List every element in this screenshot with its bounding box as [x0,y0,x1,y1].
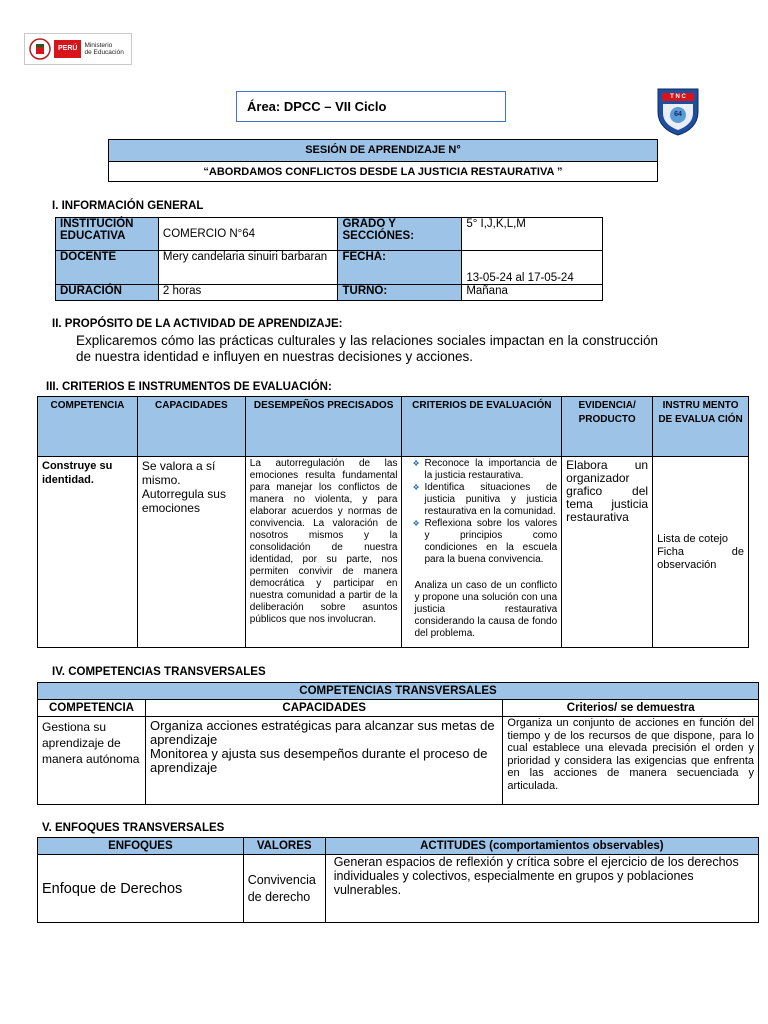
session-name: “ABORDAMOS CONFLICTOS DESDE LA JUSTICIA RESTAURATIVA ” [203,166,563,178]
cell-capacidades: Se valora a sí mismo. Autorregula sus emociones [137,457,245,648]
purpose-text: Explicaremos cómo las prácticas culturales y las relaciones sociales impactan en la construcción de nuestra identidad e influyen en nuestras decisiones y acciones. [76,333,658,364]
value-teacher: Mery candelaria sinuiri barbaran [158,251,338,285]
label-grade: GRADO Y SECCIÓNES: [338,218,462,251]
section-4-heading: IV. COMPETENCIAS TRANSVERSALES [52,666,266,678]
table-row [38,457,749,648]
cell-capacidades [145,717,502,805]
value-shift: Mañana [462,285,603,301]
col-enfoques: ENFOQUES [38,838,244,855]
section-3-heading: III. CRITERIOS E INSTRUMENTOS DE EVALUACIÓN: [46,381,332,393]
cell-evidencia: Elabora un organizador grafico del tema justicia restaurativa [562,457,653,648]
col-actitudes: ACTITUDES (comportamientos observables) [325,838,758,855]
table-header-row [38,838,759,855]
label-duration: DURACIÓN [56,285,159,301]
table-header-row [38,397,749,457]
col-criterios: Criterios/ se demuestra [503,700,759,717]
col-instrumento: INSTRU MENTO DE EVALUA CIÓN [653,397,749,457]
cell-valor: Convivencia de derecho [243,855,325,923]
table-row [56,285,603,301]
logo-ministry [84,42,123,56]
criterio-analiza: Analiza un caso de un conflicto y propone una solución con una justicia restaurativa considerando la causa de fondo del problema. [414,580,558,639]
coat-of-arms-icon [28,37,52,61]
table-caption-row [38,683,759,700]
logo-ministry-line1: Ministerio [84,42,113,49]
section-5-heading: V. ENFOQUES TRANSVERSALES [42,822,225,834]
cell-actitud: Generan espacios de reflexión y crítica sobre el ejercicio de los derechos individuales y colectivos, especialmente en grupos y poblaciones vulnerables. [325,855,758,923]
area-title: Área: DPCC – VII Ciclo [236,91,506,122]
cell-competencia: Gestiona su aprendizaje de manera autónoma [38,717,146,805]
criteria-list [414,458,557,566]
label-date: FECHA: [338,251,462,285]
label-teacher: DOCENTE [56,251,159,285]
table-row [38,717,759,805]
cell-criterios [402,457,562,648]
transversal-competencies-table [37,682,759,805]
section-2-heading: II. PROPÓSITO DE LA ACTIVIDAD DE APRENDIZAJE: [52,318,343,330]
session-title: SESIÓN DE APRENDIZAJE N° [109,140,657,162]
cell-criterio: Organiza un conjunto de acciones en función del tiempo y de los recursos de que dispone, para lo cual establece una elevada precisión el orden y prioridad y considera las exigencias que enfrenta en las acciones de manera secuenciada y articulada. [503,717,759,805]
table-row [56,218,603,251]
value-duration: 2 horas [158,285,338,301]
cell-desempenos: La autorregulación de las emociones resulta fundamental para manejar los conflictos de manera no violenta, y para elaborar acuerdos y normas de convivencia. La valoración de nosotros mismos y la consolidación de nuestra identidad, por su parte, nos permiten convivir de manera democrática y participar en nuestra comunidad a partir de la deliberación sobre asuntos públicos que nos involucran. [245,457,402,648]
logo-country: PERÚ [54,40,81,58]
shield-letters: T N C [670,94,686,100]
value-grade: 5° I,J,K,L,M [462,218,603,251]
label-shift: TURNO: [338,285,462,301]
table-header-row [38,700,759,717]
col-valores: VALORES [243,838,325,855]
value-institution: COMERCIO N°64 [158,218,338,251]
cell-instrumento: Lista de cotejo Ficha de observación [653,457,749,648]
session-box [108,139,658,182]
approaches-table [37,837,759,923]
label-institution: INSTITUCIÓN EDUCATIVA [56,218,159,251]
list-item: ❖ Reflexiona sobre los valores y principios como condiciones en la escuela para la buena convivencia. [424,518,557,566]
col-competencia: COMPETENCIA [38,397,138,457]
col-competencia: COMPETENCIA [38,700,146,717]
criteria-table [37,396,749,648]
col-capacidades: CAPACIDADES [137,397,245,457]
col-criterios: CRITERIOS DE EVALUACIÓN [402,397,562,457]
section-1-heading: I. INFORMACIÓN GENERAL [52,200,204,212]
col-evidencia: EVIDENCIA/ PRODUCTO [562,397,653,457]
capacidad-1: Organiza acciones estratégicas para alcanzar sus metas de aprendizaje [149,718,495,747]
table-row [56,251,603,285]
school-shield-icon [656,86,700,136]
table-caption: COMPETENCIAS TRANSVERSALES [38,683,759,700]
list-item: ❖ Reconoce la importancia de la justicia restaurativa. [424,458,557,482]
ministry-logo [24,33,132,65]
capacidad-2: Monitorea y ajusta sus desempeños durante el proceso de aprendizaje [149,746,488,775]
list-item: ❖ Identifica situaciones de justicia punitiva y justicia restaurativa en la comunidad. [424,482,557,518]
shield-number: 64 [674,111,682,118]
col-desempenos: DESEMPEÑOS PRECISADOS [245,397,402,457]
logo-ministry-line2: de Educación [84,49,124,56]
cell-enfoque: Enfoque de Derechos [38,855,244,923]
cell-competencia: Construye su identidad. [38,457,138,648]
table-row [38,855,759,923]
value-date: 13-05-24 al 17-05-24 [462,251,603,285]
general-info-table [55,217,603,301]
col-capacidades: CAPACIDADES [145,700,502,717]
